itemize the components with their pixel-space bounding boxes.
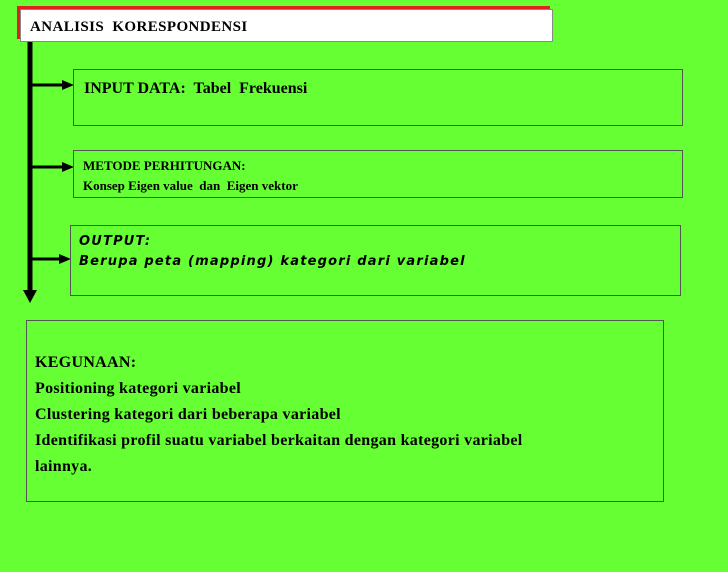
metode-detail: Konsep Eigen value dan Eigen vektor — [83, 178, 298, 193]
input-data-label: INPUT DATA: Tabel Frekuensi — [84, 80, 308, 97]
output-detail: Berupa peta (mapping) kategori dari variabel — [79, 254, 466, 269]
metode-box — [73, 150, 683, 198]
diagram-title: ANALISIS KORESPONDENSI — [30, 19, 248, 35]
metode-heading: METODE PERHITUNGAN: — [83, 158, 246, 173]
kegunaan-heading: KEGUNAAN: — [35, 354, 137, 371]
title-box — [20, 9, 553, 42]
kegunaan-item: Clustering kategori dari beberapa variabel — [35, 406, 341, 423]
kegunaan-item: Identifikasi profil suatu variabel berkaitan dengan kategori variabel — [35, 432, 523, 449]
kegunaan-item: Positioning kategori variabel — [35, 380, 242, 397]
output-box — [70, 225, 681, 296]
output-heading: OUTPUT: — [79, 234, 152, 249]
main-down-arrowhead — [23, 290, 37, 303]
kegunaan-item: lainnya. — [35, 458, 93, 475]
kegunaan-box — [26, 320, 664, 502]
input-data-box — [73, 69, 683, 126]
